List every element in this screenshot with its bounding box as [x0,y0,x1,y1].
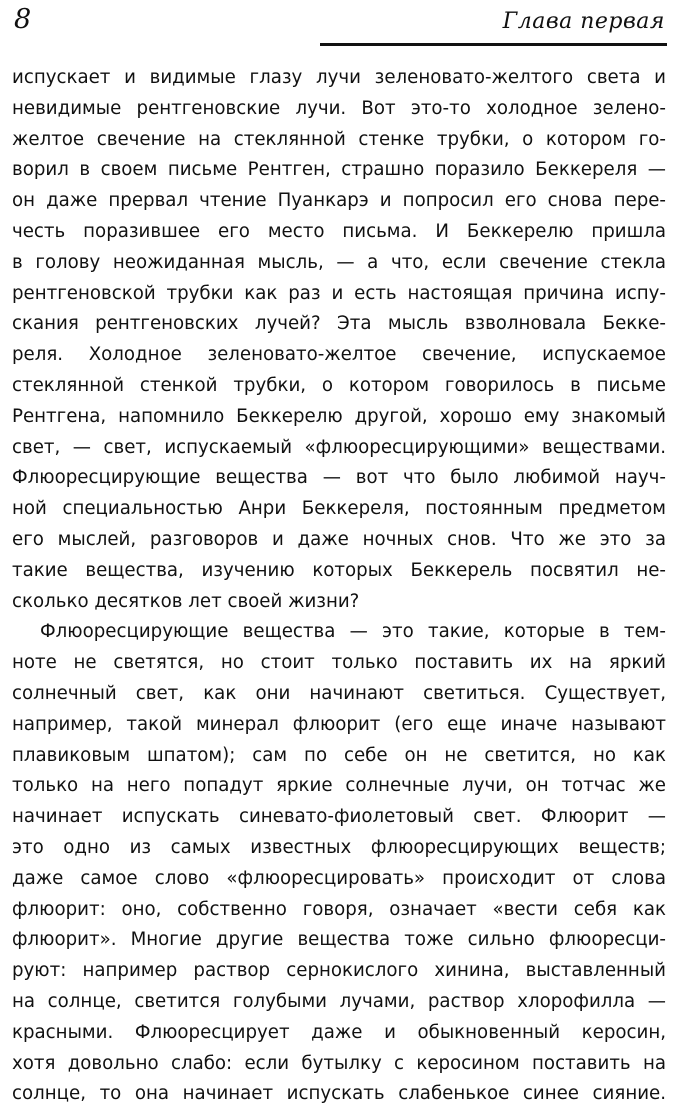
text-line: реля. Холодное зеленовато-желтое свечение, испускаемое [12,344,666,366]
header-rule [320,43,667,46]
text-line: невидимые рентгеновские лучи. Вот это-то холодное зелено- [12,97,666,119]
text-line: флюорит». Многие другие вещества тоже сильно флюоресци- [12,929,666,951]
text-line: его мыслей, разговоров и даже ночных снов. Что же это за [12,528,666,550]
body-text [12,63,666,1110]
text-line: скания рентгеновских лучей? Эта мысль взволновала Бекке- [12,313,666,335]
text-line: сколько десятков лет своей жизни? [12,590,360,612]
text-line: Рентгена, напомнило Беккерелю другой, хорошо ему знакомый [12,405,666,427]
text-line: свет, — свет, испускаемый «флюоресцирующими» веществами. [12,436,666,458]
page-number: 8 [14,4,32,35]
text-line: он даже прервал чтение Пуанкарэ и попросил его снова пере- [12,190,666,212]
text-line: в голову неожиданная мысль, — а что, если свечение стекла [12,251,666,273]
text-line: на солнце, светится голубыми лучами, раствор хлорофилла — [12,990,666,1012]
text-line: например, такой минерал флюорит (его еще иначе называют [12,713,666,735]
text-line: флюорит: оно, собственно говоря, означает «вести себя как [12,898,666,920]
text-line: стеклянной стенкой трубки, о котором говорилось в письме [12,374,666,396]
text-line: плавиковым шпатом); сам по себе он не светится, но как [12,744,666,766]
text-line: только на него попадут яркие солнечные лучи, он тотчас же [12,775,666,797]
text-line: солнце, то она начинает испускать слабенькое синее сияние. [12,1083,666,1105]
text-line: такие вещества, изучению которых Беккерель посвятил не- [12,559,666,581]
text-line: честь поразившее его место письма. И Беккерелю пришла [12,220,666,242]
text-line: даже самое слово «флюоресцировать» происходит от слова [12,867,666,889]
text-line: рентгеновской трубки как раз и есть настоящая причина испу- [12,282,666,304]
text-line: Флюоресцирующие вещества — вот что было любимой науч- [12,467,666,489]
text-line: это одно из самых известных флюоресцирующих веществ; [12,836,666,858]
text-line: желтое свечение на стеклянной стенке трубки, о котором го- [12,128,666,150]
text-line: руют: например раствор сернокислого хинина, выставленный [12,960,666,982]
text-line: красными. Флюоресцирует даже и обыкновенный керосин, [12,1021,666,1043]
text-line: ной специальностью Анри Беккереля, постоянным предметом [12,498,666,520]
paragraph-1 [12,63,666,617]
running-head: Глава первая [502,9,665,34]
text-line: солнечный свет, как они начинают светиться. Существует, [12,682,666,704]
text-line: испускает и видимые глазу лучи зеленовато-желтого света и [12,67,666,88]
paragraph-2 [12,617,666,1110]
text-line: начинает испускать синевато-фиолетовый свет. Флюорит — [12,806,666,828]
text-line: ворил в своем письме Рентген, страшно поразило Беккереля — [12,159,666,181]
text-line: Флюоресцирующие вещества — это такие, которые в тем- [40,621,666,643]
text-line: ноте не светятся, но стоит только поставить их на яркий [12,652,666,674]
text-line: хотя довольно слабо: если бутылку с керосином поставить на [12,1052,666,1074]
